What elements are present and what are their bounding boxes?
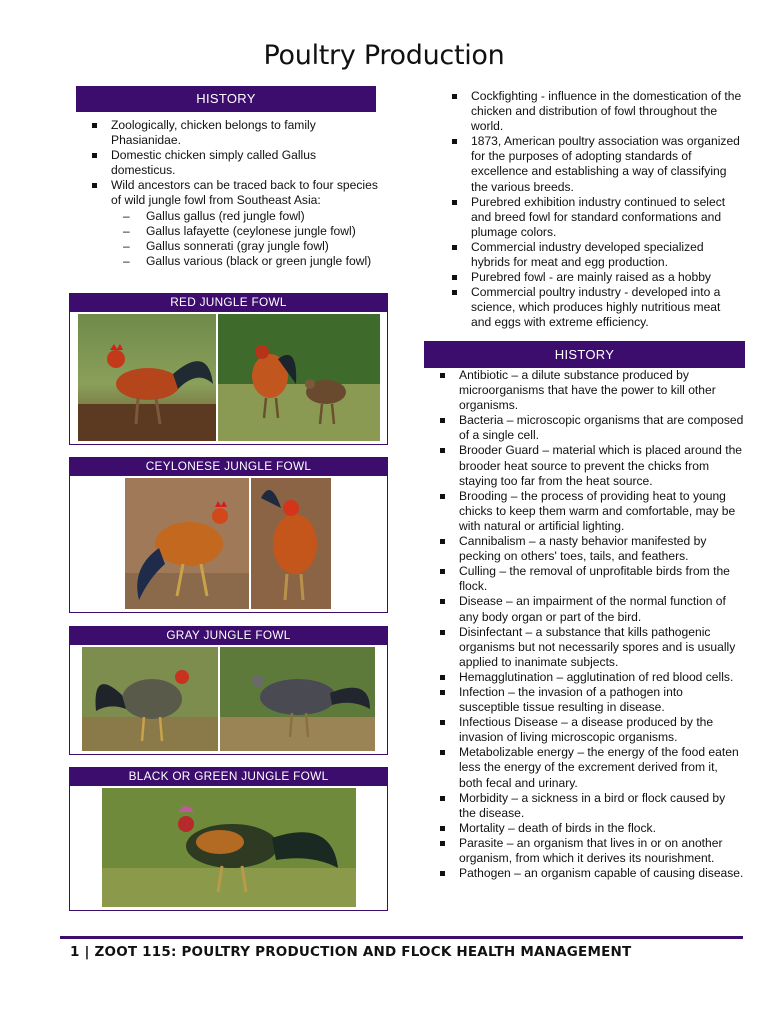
glossary-item: Brooding – the process of providing heat to young chicks to keep them warm and comfortable, may be with natural or artificial lighting. <box>436 489 744 534</box>
list-item: Domestic chicken simply called Gallus domesticus. <box>88 148 378 178</box>
glossary-item: Metabolizable energy – the energy of the food eaten less the energy of the excrement derived from it, both fecal and urinary. <box>436 745 744 790</box>
list-item <box>88 178 378 269</box>
glossary-item: Disinfectant – a substance that kills pathogenic organisms but not necessarily spores and is usually applied to inanimate subjects. <box>436 625 744 670</box>
glossary-item: Antibiotic – a dilute substance produced by microorganisms that have the power to kill other organisms. <box>436 368 744 413</box>
ceylonese-jungle-fowl-photo-2 <box>251 478 331 609</box>
glossary-item: Morbidity – a sickness in a bird or flock caused by the disease. <box>436 791 744 821</box>
list-item: 1873, American poultry association was organized for the purposes of adopting standards of excellence and establishing a way of classifying the various breeds. <box>448 134 743 194</box>
gray-jungle-fowl-photo-1 <box>82 647 218 751</box>
glossary-item: Hemagglutination – agglutination of red blood cells. <box>436 670 744 685</box>
history-header-right <box>424 341 745 368</box>
glossary-item: Pathogen – an organism capable of causing disease. <box>436 866 744 881</box>
sub-item: – Gallus lafayette (ceylonese jungle fowl) <box>111 224 378 239</box>
page-footer: 1 | ZOOT 115: POULTRY PRODUCTION AND FLOCK HEALTH MANAGEMENT <box>70 944 632 960</box>
glossary-item: Infectious Disease – a disease produced by the invasion of living microscopic organisms. <box>436 715 744 745</box>
red-jungle-fowl-photo-2 <box>218 314 380 441</box>
section-label: CEYLONESE JUNGLE FOWL <box>70 457 387 476</box>
list-item: Commercial industry developed specialized hybrids for meat and egg production. <box>448 240 743 270</box>
ceylonese-jungle-fowl-section <box>69 457 388 613</box>
history-header-right-label: HISTORY <box>554 347 615 362</box>
history-list-right-top <box>448 89 743 331</box>
sub-item: – Gallus sonnerati (gray jungle fowl) <box>111 239 378 254</box>
gray-jungle-fowl-section <box>69 626 388 755</box>
glossary-item: Bacteria – microscopic organisms that are composed of a single cell. <box>436 413 744 443</box>
glossary-item: Parasite – an organism that lives in or on another organism, from which it derives its nourishment. <box>436 836 744 866</box>
page-title: Poultry Production <box>263 40 505 71</box>
red-jungle-fowl-photo-1 <box>78 314 216 441</box>
list-item: Zoologically, chicken belongs to family Phasianidae. <box>88 118 378 148</box>
black-green-jungle-fowl-section <box>69 767 388 911</box>
ceylonese-jungle-fowl-photo-1 <box>125 478 249 609</box>
species-sublist <box>111 209 378 269</box>
glossary-item: Culling – the removal of unprofitable birds from the flock. <box>436 564 744 594</box>
glossary-item: Cannibalism – a nasty behavior manifested by pecking on others' toes, tails, and feathers. <box>436 534 744 564</box>
history-list-left <box>88 118 378 269</box>
glossary-item: Mortality – death of birds in the flock. <box>436 821 744 836</box>
list-item-text: Wild ancestors can be traced back to four species of wild jungle fowl from Southeast Asia: <box>111 178 378 208</box>
gray-jungle-fowl-photo-2 <box>220 647 375 751</box>
section-label: GRAY JUNGLE FOWL <box>70 626 387 645</box>
glossary-item: Disease – an impairment of the normal function of any body organ or part of the bird. <box>436 594 744 624</box>
section-label: BLACK OR GREEN JUNGLE FOWL <box>70 767 387 786</box>
glossary-list <box>436 368 744 881</box>
black-green-jungle-fowl-photo <box>102 788 356 907</box>
history-header-left-label: HISTORY <box>196 91 256 106</box>
list-item: Purebred exhibition industry continued to select and breed fowl for standard conformations and plumage colors. <box>448 195 743 240</box>
list-item: Purebred fowl - are mainly raised as a hobby <box>448 270 743 285</box>
section-label: RED JUNGLE FOWL <box>70 293 387 312</box>
glossary-item: Infection – the invasion of a pathogen into susceptible tissue resulting in disease. <box>436 685 744 715</box>
glossary-item: Brooder Guard – material which is placed around the brooder heat source to prevent the chicks from staying too far from the heat source. <box>436 443 744 488</box>
sub-item: – Gallus various (black or green jungle fowl) <box>111 254 378 269</box>
footer-divider <box>60 936 743 939</box>
list-item: Cockfighting - influence in the domestication of the chicken and distribution of fowl throughout the world. <box>448 89 743 134</box>
sub-item: – Gallus gallus (red jungle fowl) <box>111 209 378 224</box>
history-header-left <box>76 86 376 112</box>
red-jungle-fowl-section <box>69 293 388 445</box>
list-item: Commercial poultry industry - developed into a science, which produces highly nutritious meat and eggs with extreme efficiency. <box>448 285 743 330</box>
